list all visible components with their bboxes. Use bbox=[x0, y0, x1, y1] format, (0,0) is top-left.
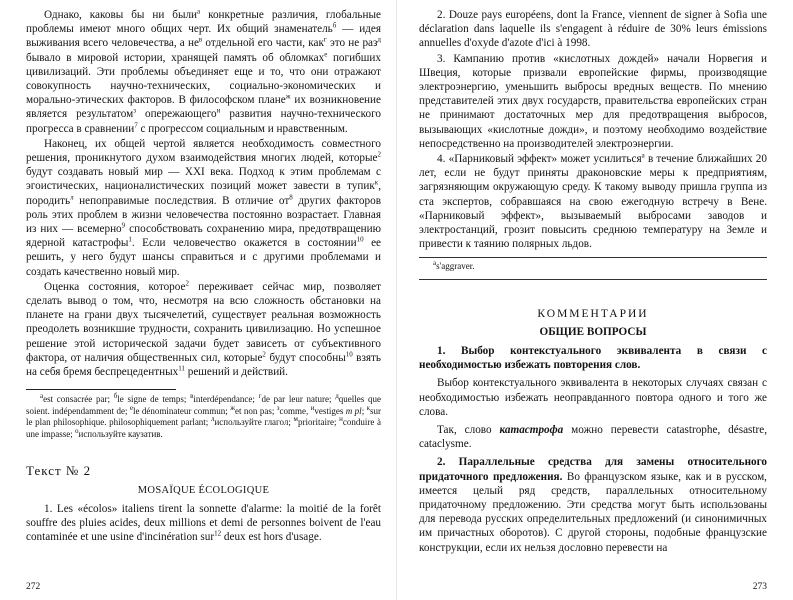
topic-1-example: Так, слово катастрофа можно перевести catastrophe, désastre, cataclysme. bbox=[419, 424, 767, 451]
text-heading: Текст № 2 bbox=[26, 462, 92, 478]
footnote-right: $^a$s'aggraver. bbox=[433, 259, 475, 272]
page-number-left: 272 bbox=[26, 582, 41, 592]
topic-1-heading: 1. Выбор контекстуального эквивалента в связи с необходимостью избежать повторения слов. bbox=[419, 345, 767, 372]
text-paragraph-3: 3. Кампанию против «кислотных дождей» начали Норвегия и Швеция, которые призвали европейские фирмы, производящие электроэнергию, уменьшить выбросы вредных веществ. По мнению представителей этих двух государств, правительства европейских стран не принимают достаточных мер для предотвращения выбросов, вызывающих «кислотные дожди», и поэтому необходимо воздействие непосредственно на производителей электроэнергии. bbox=[419, 52, 767, 150]
footnote-rule-right bbox=[419, 257, 767, 258]
right-page bbox=[397, 0, 793, 600]
footnote-rule bbox=[26, 389, 176, 390]
body-paragraph-2: Наконец, их общей чертой является необходимость совместного решения, проникнутого духом взаимодействия многих людей, которые$^2$ будут создавать новый мир — XXI века. Подход к этим проблемам с эгоистических, националистических позиций может завести в тупик$^к$, породить$^л$ непоправимые последствия. В отличие $от^8$ других факторов роль этих проблем в жизни человечества постоянно возрастает. Главная из них — всемерно$^9$ способствовать сохранению мира, предотвращению ядерной катастрофы$^1$. Если человечество окажется в состоянии$^{10}$ ее решить, у него будут шансы справиться и с другими проблемами и создать качественно новый мир. bbox=[26, 137, 381, 278]
text-paragraph-4: 4. «Парниковый эффект» может усилиться$^a$ в течение ближайших 20 лет, если не будут приняты драконовские меры к предприятиям, загрязняющим окружающую среду. К такому выводу пришла группа из ста экспертов, собравшаяся на свою ежегодную встречу в Вене. «Парниковый эффект», вызываемый выбросами заводов и электростанций, грозит повысить среднюю температуру на Земле и привести к таянию полярных льдов. bbox=[419, 151, 767, 251]
text-paragraph-2: 2. Douze pays européens, dont la France, viennent de signer à Sofia une déclaration dans laquelle ils s'engagent à réduire de 30% leurs émissions annuelles d'oxyde d'azote d'ici à 1998. bbox=[419, 9, 767, 50]
page-number-right: 273 bbox=[752, 582, 767, 592]
text-title: MOSAÏQUE ÉCOLOGIQUE bbox=[137, 484, 270, 496]
general-questions-heading: ОБЩИЕ ВОПРОСЫ bbox=[539, 326, 647, 339]
footnote-glossary: $^a$est consacrée par; $^б$le signe de temps; $^в$interdépendance; $^г$de par leur nature; $^д$quelles que soient. indépendamment de; $^е$le dénominateur commun; $^ж$et non pas; $^з$comme, $^и$vestiges m pl; $^к$sur le plan philosophique. philosophiquement parlant; $^л$используйте глагол; $^м$prioritaire; $^н$conduire à une impasse; $^о$используйте каузатив. bbox=[26, 392, 382, 440]
comments-heading: КОММЕНТАРИИ bbox=[537, 308, 649, 321]
body-paragraph-1: Однако, каковы бы ни были$^a$ конкретные различия, глобальные проблемы имеют много общих черт. Их общий знаменатель$^б$ — идея выживания всего человечества, а $не^в$ отдельной его части, как$^г$ это не раз$^д$ бывало в мировой истории, хранящей память об обломках$^е$ погибших цивилизаций. Эти проблемы объединяет еще и то, что они отражают совокупность научно-технических, социально-экономических и морально-этических факторов. В философском плане$^ж$ их возникновение является результатом$^з$ опережающего$^и$ развития научно-технического прогресса в сравнении$^7$ с прогрессом социальным и нравственным. bbox=[26, 7, 382, 135]
footnote-rule-right-bottom bbox=[419, 279, 767, 280]
text-paragraph-1: 1. Les «écolos» italiens tirent la sonnette d'alarme: la moitié de la forêt souffre des pluies acides, deux millions et demi de personnes boivent de l'eau contaminée et une usine d'incinération sur$^{12}$ deux est hors d'usage. bbox=[26, 502, 381, 544]
topic-1-body: Выбор контекстуального эквивалента в некоторых случаях связан с необходимостью избежать неоправданного повтора одного и того же слова. bbox=[419, 377, 767, 418]
topic-2-body: 2. Параллельные средства для замены относительного придаточного предложения. Во французском языке, как и в русском, имеется целый ряд средств, параллельных относительному придаточному предложению. Эти средства могут быть использованы для перевода русских определительных предложений (и синонимичных им причастных оборотов). С другой стороны, подобные французские конструкции, если их нельзя дословно перевести на bbox=[419, 456, 767, 554]
body-paragraph-3: Оценка состояния, которое$^2$ переживает сейчас мир, позволяет сделать вывод о том, что, несмотря на всю сложность обстановки на планете на грани двух тысячелетий, существует реальная возможность преодолеть возникшие трудности, сохранить цивилизацию. Но успешное решение этой исторической задачи будет зависеть от субъективного фактора, от наличия общественных сил, которые$^2$ будут способны$^{10}$ взять на себя бремя беспрецедентных$^{11}$ решений и действий. bbox=[26, 279, 381, 379]
